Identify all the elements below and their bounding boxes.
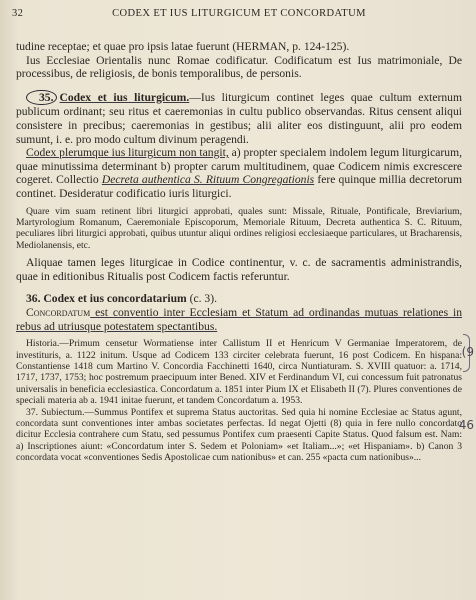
- paragraph-continuation: tudine receptae; et quae pro ipsis latae fuerunt (HERMAN, p. 124-125).: [16, 40, 350, 53]
- section-36: 36. Codex et ius concordatarium (c. 3).: [26, 292, 217, 306]
- running-title: CODEX ET IUS LITURGICUM ET CONCORDATUM: [112, 8, 366, 19]
- section-heading-36: Codex et ius concordatarium: [43, 292, 187, 306]
- underlined-phrase: Codex plerumque ius liturgicum non tangit,: [26, 146, 229, 160]
- small-print-liturgical-books: Quare vim suam retinent libri liturgici approbati, quales sunt: Missale, Rituale, Pontificale, Breviarium, Martyrologium Romanum, Caeremoniale Episcoporum, Memoriale Rituum, Decreta authentica S. C. Rituum, peculiares libri liturgici approbati, quibus utuntur aliqui ordines religiosi ecclesiaeque particulares, ut Bracharensis, Mediolanensis, etc.: [16, 205, 462, 251]
- margin-note-2: 46: [458, 418, 474, 432]
- paragraph-aliquae: Aliquae tamen leges liturgicae in Codice continentur, v. c. de sacramentis administrandis, quae in editionibus Ritualis post Codicem factis referuntur.: [16, 256, 462, 283]
- page-body: [16, 40, 462, 464]
- margin-note-1: (9: [461, 345, 474, 359]
- section-number-36: 36.: [26, 292, 41, 306]
- paragraph-concordatum-definition: Concordatum est conventio inter Ecclesiam et Statum ad ordinandas mutuas relationes in rebus ad utriusque potestatem spectantibus.: [16, 305, 462, 333]
- paragraph-codex-liturgical: Codex plerumque ius liturgicum non tangit, a) propter specialem indolem legum liturgicarum, quae minutissima determinant b) propter carum multitudinem, quae Codicem nimis excrescere cogeret. Collectio Decreta authentica S. Rituum Congregationis fere quinque millia decretorum continet. Desideratur codificatio iuris liturgici.: [16, 146, 463, 200]
- small-print-subiectum: 37. Subiectum.—Summus Pontifex et suprema Status auctoritas. Sed quia hi nomine Ecclesiae ac Status agunt, concordata sunt conventiones inter ambas societates perfectas. Id negat Ojetti (8) quia in fere nullo concordato dicitur Ecclesia contrahere cum Statu, sed pessumus Pontifex cum praesenti Capite Status. Quod falsum est. Nam: a) Inscriptiones aiunt: «Concordatum inter S. Sedem et Poloniam» «et Italiam...»; «et Hispaniam». b) Canon 3 concordata vocat «conventiones Sedis Apostolicae cum nationibus» et can. 255 «pacta cum nationibus»...: [16, 406, 462, 464]
- section-35: [16, 90, 462, 146]
- section-number-35-circled: 35.: [26, 90, 57, 106]
- paragraph-oriental-law: Ius Ecclesiae Orientalis nunc Romae codificatur. Codificatum est Ius matrimoniale, De processibus, de religiosis, de bonis temporalibus, de personis.: [16, 53, 462, 81]
- section-35-text: —Ius liturgicum continet leges quae cultum externum publicum ordinant; seu ritus et caeremonias in cultu publico observandas. Ritus censent aliqui consistere in precibus; caeremonias in gestibus; alii aliter eos distinguunt, alii pro eodem sumunt, i. e. pro modo cultum divinum peragendi.: [16, 90, 462, 146]
- page-number: 32: [12, 8, 24, 19]
- small-print-historia: Historia.—Primum censetur Wormatiense inter Callistum II et Henricum V Germaniae Imperatorem, de investituris, a. 1122 initum. Usque ad Codicem 133 circiter celebrata fuerunt, 16 post Codicem. En hispana: Constantiense 1418 cum Martino V. Concordia Facchinetti 1640, circa Nuntiaturam. S. XVIII quatuor: a. 1714, 1717, 1737, 1753; hoc postremum praecipuum inter Bened. XIV et Ferdinandum VI, cui concessum fuit patronatus universalis in beneficia ecclesiastica. Concordatum a. 1851 inter Pium IX et Elisabeth II (7). Plures conventiones de speciali materia ab a. 1941 initae fuerunt, et tandem Concordatum a. 1953.: [16, 338, 462, 407]
- running-header: [12, 8, 466, 24]
- section-heading-35: Codex et ius liturgicum.: [59, 90, 190, 104]
- decreta-title: Decreta authentica S. Rituum Congregationis: [101, 173, 315, 187]
